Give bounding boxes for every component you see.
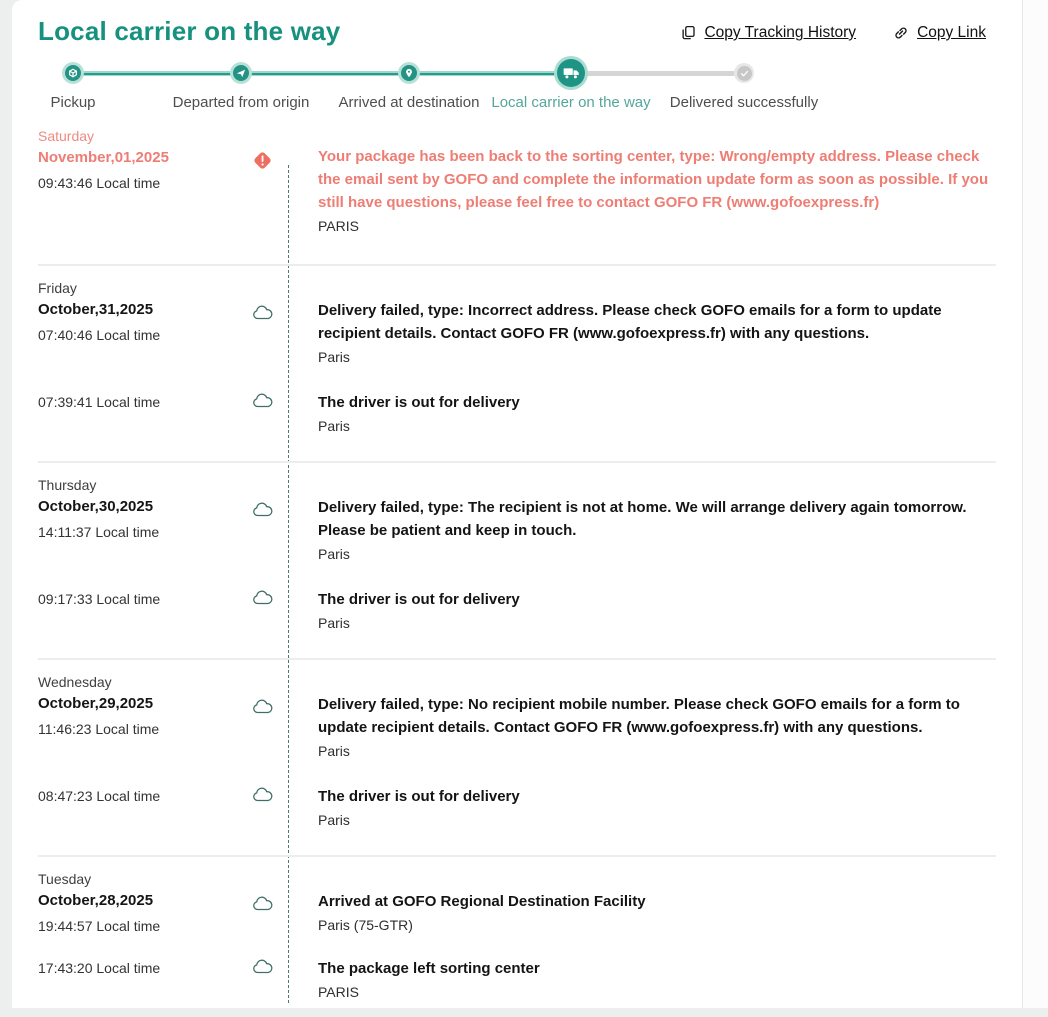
event-datetime [38,126,250,194]
event-location: Paris [318,546,350,562]
event-day: Friday [38,280,77,296]
event-message: Delivery failed, type: Incorrect address. Please check GOFO emails for a form to update recipient details. Contact GOFO FR (www.gofoexpress.fr) with any questions. [318,302,942,342]
stepper-track-core [73,73,571,75]
timeline-group-thursday [38,461,996,658]
event-message: Your package has been back to the sorting center, type: Wrong/empty address. Please check the email sent by GOFO and complete the information update form as soon as possible. If you still have questions, please feel free to contact GOFO FR (www.gofoexpress.fr) [318,148,989,211]
timeline-group-wednesday [38,658,996,855]
cloud-icon [250,501,274,518]
event-message: Delivery failed, type: No recipient mobile number. Please check GOFO emails for a form to update recipient details. Contact GOFO FR (www.gofoexpress.fr) with any questions. [318,696,960,736]
timeline-group-friday [38,264,996,461]
pickup-icon [65,65,81,81]
event-details [318,299,996,368]
tracking-event [38,869,996,957]
event-time: 17:43:20 Local time [38,960,161,976]
event-message: Arrived at GOFO Regional Destination Facility [318,893,646,910]
step-label-departed-from-origin: Departed from origin [172,94,310,111]
page-gutter [1022,0,1048,1008]
tracking-event [38,391,996,437]
event-day: Thursday [38,477,97,493]
progress-stepper [38,50,996,116]
event-location: PARIS [318,984,359,1000]
event-datetime [38,869,250,937]
event-day: Wednesday [38,674,112,690]
event-details [318,145,996,237]
step-node-delivered-successfully [734,63,754,83]
event-time: 09:17:33 Local time [38,591,161,607]
event-location: Paris [318,615,350,631]
event-time: 07:40:46 Local time [38,327,161,343]
tracking-event [38,126,996,237]
tracking-event [38,588,996,634]
cloud-icon [250,698,274,715]
copy-link-button[interactable] [892,24,986,42]
event-day: Tuesday [38,871,92,887]
check-icon [737,66,752,81]
alert-icon [250,150,274,171]
header-actions [679,24,986,42]
header [38,0,996,47]
event-message: The driver is out for delivery [318,788,520,805]
cloud-icon [250,958,274,975]
event-details [318,785,996,831]
event-date: October,29,2025 [38,695,154,712]
event-details [318,496,996,565]
event-datetime [38,785,250,807]
step-label-delivered-successfully: Delivered successfully [669,94,819,111]
event-location: PARIS [318,218,359,234]
event-details [318,890,996,936]
copy-icon [679,24,697,42]
event-location: Paris (75-GTR) [318,917,413,933]
cloud-icon [250,589,274,606]
step-label-pickup: Pickup [50,94,96,111]
cloud-icon [250,392,274,409]
event-datetime [38,672,250,740]
tracking-event [38,957,996,1003]
event-time: 19:44:57 Local time [38,918,161,934]
arrival-icon [401,65,417,81]
event-datetime [38,957,250,979]
event-location: Paris [318,743,350,759]
event-datetime [38,391,250,413]
step-node-arrived-at-destination [398,62,420,84]
event-datetime [38,588,250,610]
event-datetime [38,475,250,543]
step-node-local-carrier-on-the-way [554,56,588,90]
event-location: Paris [318,349,350,365]
step-node-pickup [62,62,84,84]
cloud-icon [250,895,274,912]
timeline-group-tuesday [38,855,996,1003]
event-date: October,31,2025 [38,301,154,318]
cloud-icon [250,786,274,803]
cloud-icon [250,304,274,321]
event-time: 09:43:46 Local time [38,175,161,191]
copy-tracking-history-button[interactable] [679,24,856,42]
tracking-event [38,785,996,831]
event-time: 11:46:23 Local time [38,721,160,737]
step-label-local-carrier-on-the-way: Local carrier on the way [491,94,651,111]
event-message: The package left sorting center [318,960,540,977]
event-details [318,957,996,1003]
tracking-event [38,475,996,588]
event-datetime [38,278,250,346]
step-node-departed-from-origin [230,62,252,84]
plane-icon [233,65,249,81]
step-label-arrived-at-destination: Arrived at destination [338,94,480,111]
tracking-timeline [38,119,996,1003]
truck-icon [557,59,585,87]
timeline-group-saturday [38,119,996,264]
event-date: November,01,2025 [38,149,169,166]
event-details [318,693,996,762]
event-location: Paris [318,812,350,828]
event-time: 14:11:37 Local time [38,524,160,540]
event-message: The driver is out for delivery [318,591,520,608]
event-message: Delivery failed, type: The recipient is not at home. We will arrange delivery again tomorrow. Please be patient and keep in touch. [318,499,967,539]
event-details [318,588,996,634]
copy-tracking-history-label: Copy Tracking History [704,24,857,41]
copy-link-label: Copy Link [917,24,986,41]
tracking-card [12,0,1022,1008]
tracking-event [38,278,996,391]
page-title: Local carrier on the way [38,16,341,46]
link-icon [892,24,910,42]
event-date: October,28,2025 [38,892,154,909]
event-location: Paris [318,418,350,434]
event-message: The driver is out for delivery [318,394,520,411]
event-day: Saturday [38,128,95,144]
event-time: 08:47:23 Local time [38,788,161,804]
tracking-event [38,672,996,785]
event-details [318,391,996,437]
event-date: October,30,2025 [38,498,154,515]
event-time: 07:39:41 Local time [38,394,161,410]
